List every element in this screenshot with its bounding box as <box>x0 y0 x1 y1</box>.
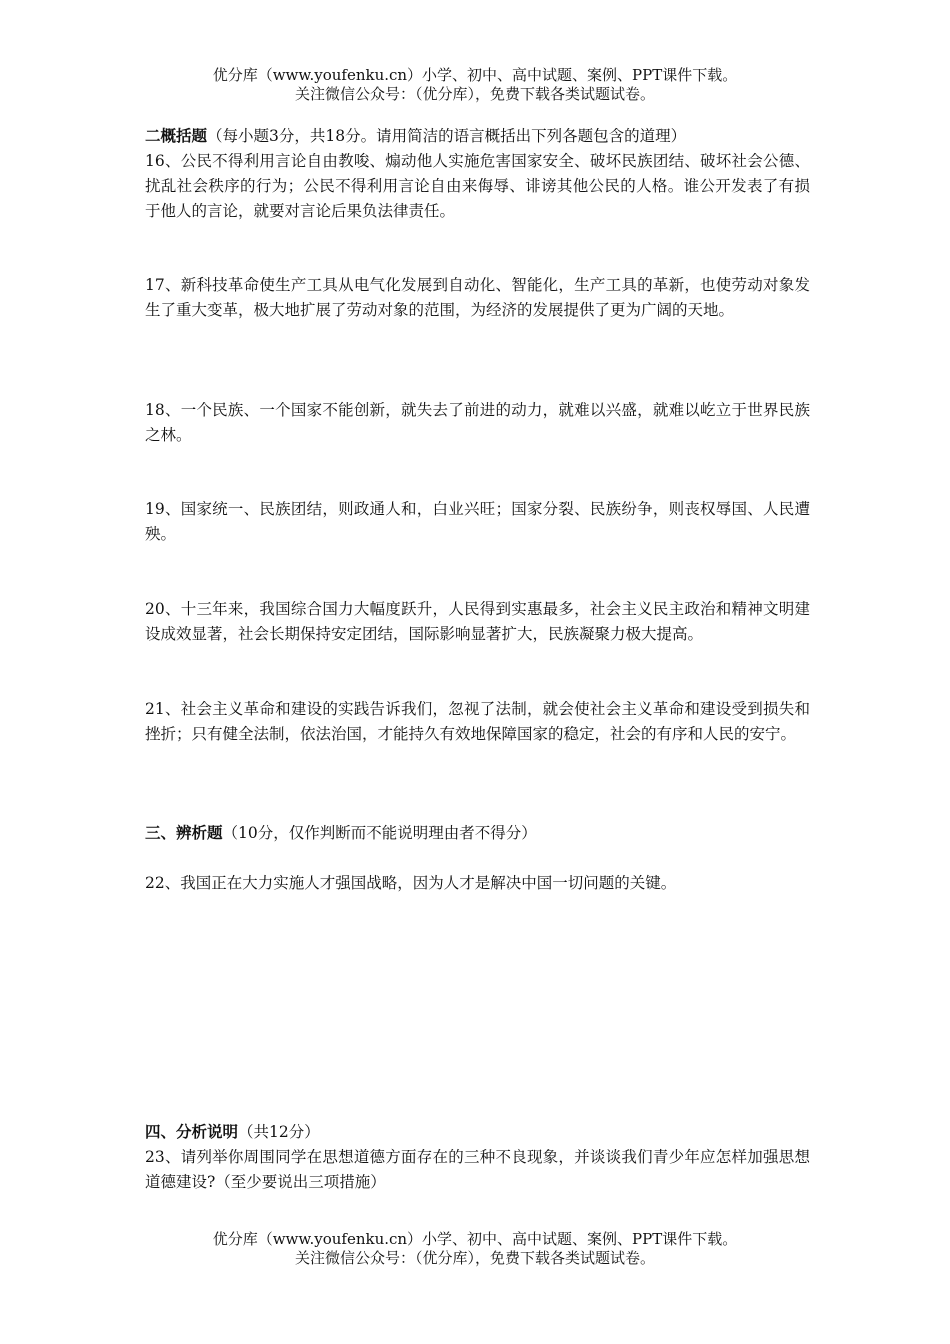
section-2-title: 二概括题 <box>145 127 208 145</box>
section-4-title: 四、分析说明 <box>145 1123 239 1141</box>
question-18: 18、一个民族、一个国家不能创新，就失去了前进的动力，就难以兴盛，就难以屹立于世界民族之林。 <box>145 401 810 444</box>
footer-line-1: 优分库（www.youfenku.cn）小学、初中、高中试题、案例、PPT课件下载。 <box>212 1230 738 1248</box>
question-16: 16、公民不得利用言论自由教唆、煽动他人实施危害国家安全、破坏民族团结、破坏社会公德、扰乱社会秩序的行为；公民不得利用言论自由来侮辱、诽谤其他公民的人格。谁公开发表了有损于他人的言论，就要对言论后果负法律责任。 <box>145 152 810 220</box>
section-4-heading <box>145 1120 810 1145</box>
question-22: 22、我国正在大力实施人才强国战略，因为人才是解决中国一切问题的关键。 <box>145 874 677 892</box>
header-line-1: 优分库（www.youfenku.cn）小学、初中、高中试题、案例、PPT课件下载。 <box>212 66 738 84</box>
question-23: 23、请列举你周围同学在思想道德方面存在的三种不良现象，并谈谈我们青少年应怎样加强思想道德建设?（至少要说出三项措施） <box>145 1148 810 1191</box>
question-17: 17、新科技革命使生产工具从电气化发展到自动化、智能化，生产工具的革新，也使劳动对象发生了重大变革，极大地扩展了劳动对象的范围，为经济的发展提供了更为广阔的天地。 <box>145 276 810 319</box>
section-3-title: 三、辨析题 <box>145 824 223 842</box>
page-footer <box>0 1230 950 1268</box>
question-20: 20、十三年来，我国综合国力大幅度跃升，人民得到实惠最多，社会主义民主政治和精神文明建设成效显著，社会长期保持安定团结，国际影响显著扩大，民族凝聚力极大提高。 <box>145 600 810 643</box>
section-2-note: （每小题3分，共18分。请用简洁的语言概括出下列各题包含的道理） <box>207 127 687 145</box>
header-line-2: 关注微信公众号：（优分库），免费下载各类试题试卷。 <box>294 85 655 103</box>
section-4-note: （共12分） <box>238 1123 320 1141</box>
section-2-heading <box>145 124 810 149</box>
footer-line-2: 关注微信公众号：（优分库），免费下载各类试题试卷。 <box>294 1249 655 1267</box>
section-3-note: （10分，仅作判断而不能说明理由者不得分） <box>222 824 537 842</box>
question-21: 21、社会主义革命和建设的实践告诉我们，忽视了法制，就会使社会主义革命和建设受到损失和挫折；只有健全法制，依法治国，才能持久有效地保障国家的稳定，社会的有序和人民的安宁。 <box>145 700 810 743</box>
page-header <box>0 66 950 104</box>
question-19: 19、国家统一、民族团结，则政通人和，白业兴旺；国家分裂、民族纷争，则丧权辱国、人民遭殃。 <box>145 500 810 543</box>
section-3-heading <box>145 821 810 846</box>
